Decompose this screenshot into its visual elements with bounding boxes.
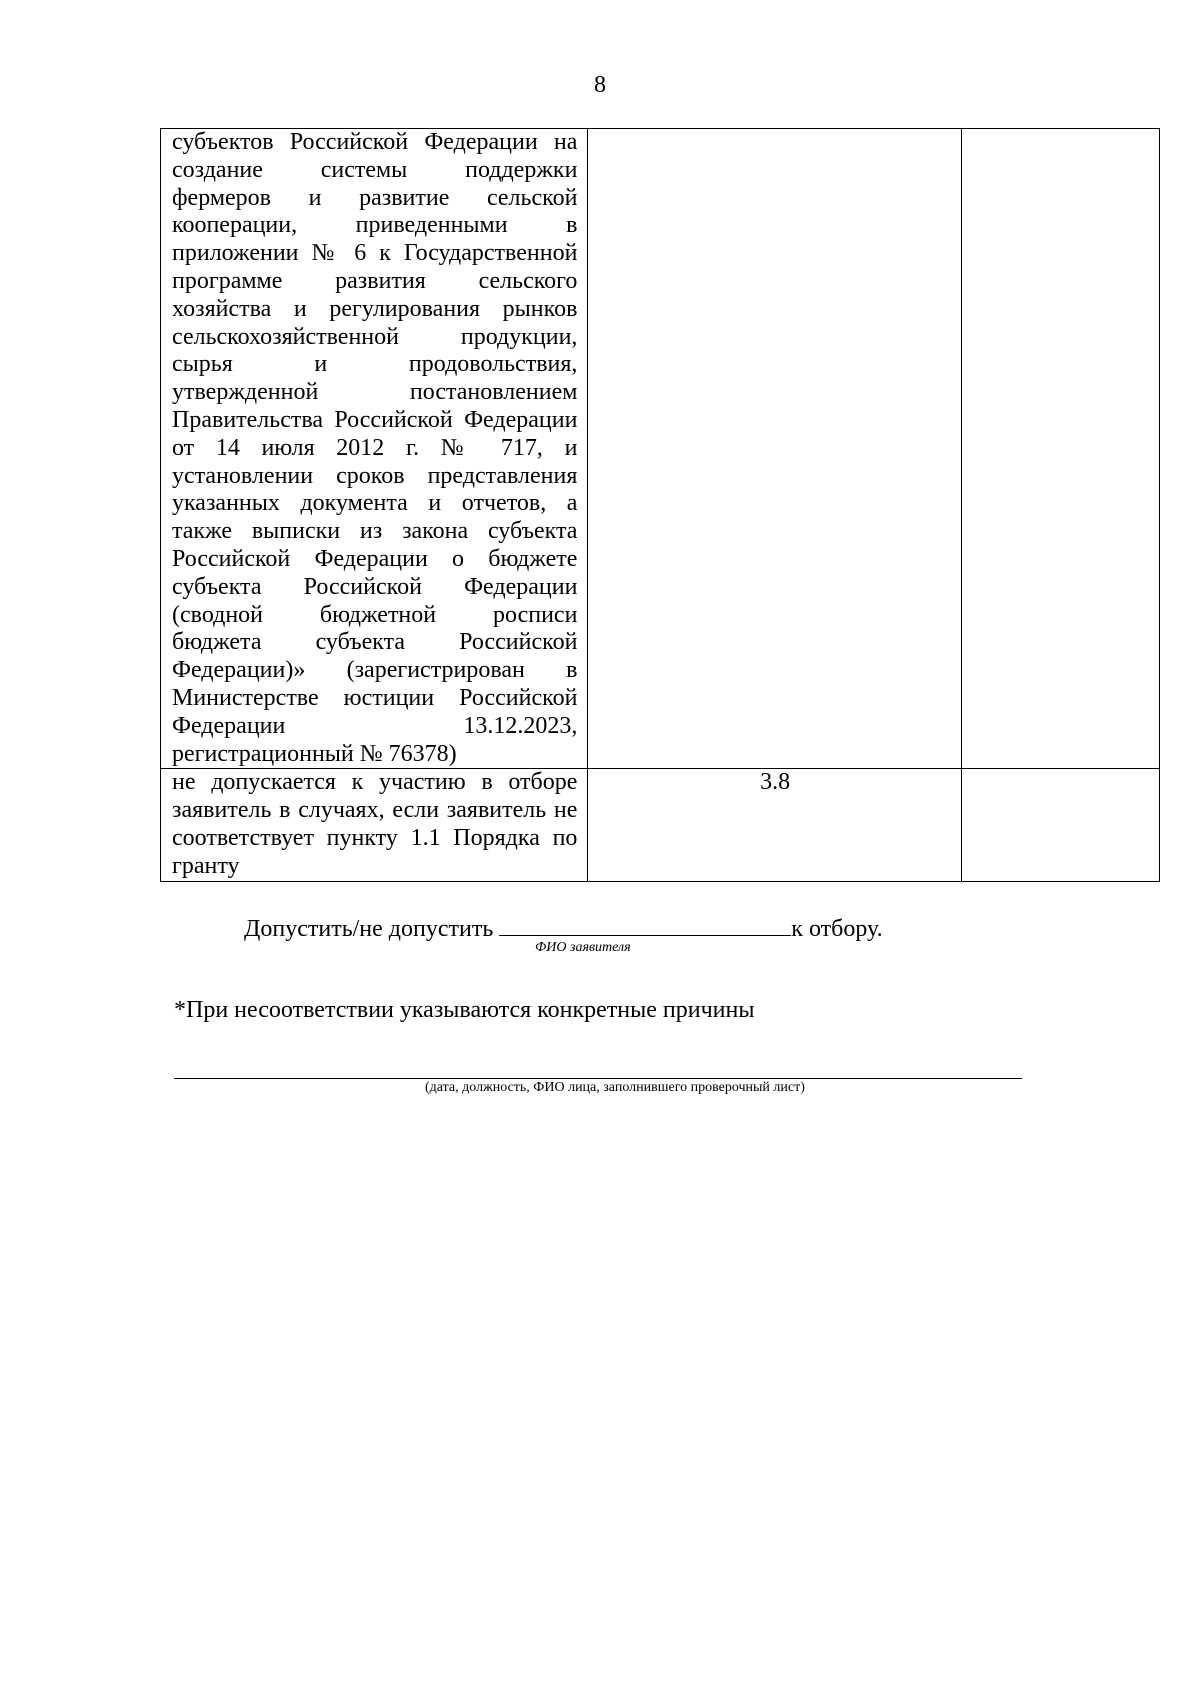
text-line: установлении сроков представления [172, 462, 578, 489]
text-line: не допускается к участию в отборе [172, 769, 578, 796]
text-line: сырья и продовольствия, [172, 351, 578, 378]
text-line: кооперации, приведенными в [172, 212, 578, 239]
text-line: регистрационный № 76378) [172, 740, 457, 767]
page-number: 8 [594, 72, 606, 98]
table-row [161, 129, 1160, 769]
text-line: указанных документа и отчетов, а [172, 490, 578, 517]
text-line: Федерации)» (зарегистрирован в [172, 657, 578, 684]
text-line: создание системы поддержки [172, 156, 578, 183]
text-line: Федерации 13.12.2023, [172, 712, 578, 739]
point-cell [588, 129, 961, 769]
text-line: хозяйства и регулирования рынков [172, 295, 578, 322]
text-line: сельскохозяйственной продукции, [172, 323, 578, 350]
text-line: Правительства Российской Федерации [172, 406, 578, 433]
signature-caption: (дата, должность, ФИО лица, заполнившего проверочный лист) [425, 1080, 805, 1095]
text-line: утвержденной постановлением [172, 379, 578, 406]
applicant-name-field[interactable] [499, 913, 791, 936]
admission-suffix: к отбору. [791, 916, 883, 942]
applicant-name-caption: ФИО заявителя [535, 940, 631, 955]
text-line: фермеров и развитие сельской [172, 184, 578, 211]
text-line: также выписки из закона субъекта [172, 518, 578, 545]
text-line: от 14 июля 2012 г. № 717, и [172, 434, 578, 461]
footnote: *При несоответствии указываются конкретные причины [174, 997, 755, 1023]
note-cell [961, 129, 1159, 769]
admission-prefix: Допустить/не допустить [244, 916, 494, 942]
note-cell [961, 769, 1159, 881]
text-line: программе развития сельского [172, 267, 578, 294]
text-line: приложении № 6 к Государственной [172, 240, 578, 267]
text-line: субъекта Российской Федерации [172, 573, 578, 600]
text-line: Российской Федерации о бюджете [172, 545, 578, 572]
signature-field[interactable] [174, 1078, 1022, 1079]
admission-line [244, 913, 883, 943]
requirement-cell [161, 769, 588, 881]
text-line: гранту [172, 852, 240, 879]
table-row [161, 769, 1160, 881]
text-line: соответствует пункту 1.1 Порядка по [172, 824, 578, 851]
text-line: бюджета субъекта Российской [172, 629, 578, 656]
checklist-table [160, 128, 1160, 882]
text-line: Министерстве юстиции Российской [172, 684, 578, 711]
requirement-cell [161, 129, 588, 769]
text-line: субъектов Российской Федерации на [172, 129, 578, 155]
text-line: (сводной бюджетной росписи [172, 601, 578, 628]
text-line: заявитель в случаях, если заявитель не [172, 797, 578, 824]
point-cell: 3.8 [588, 769, 961, 881]
